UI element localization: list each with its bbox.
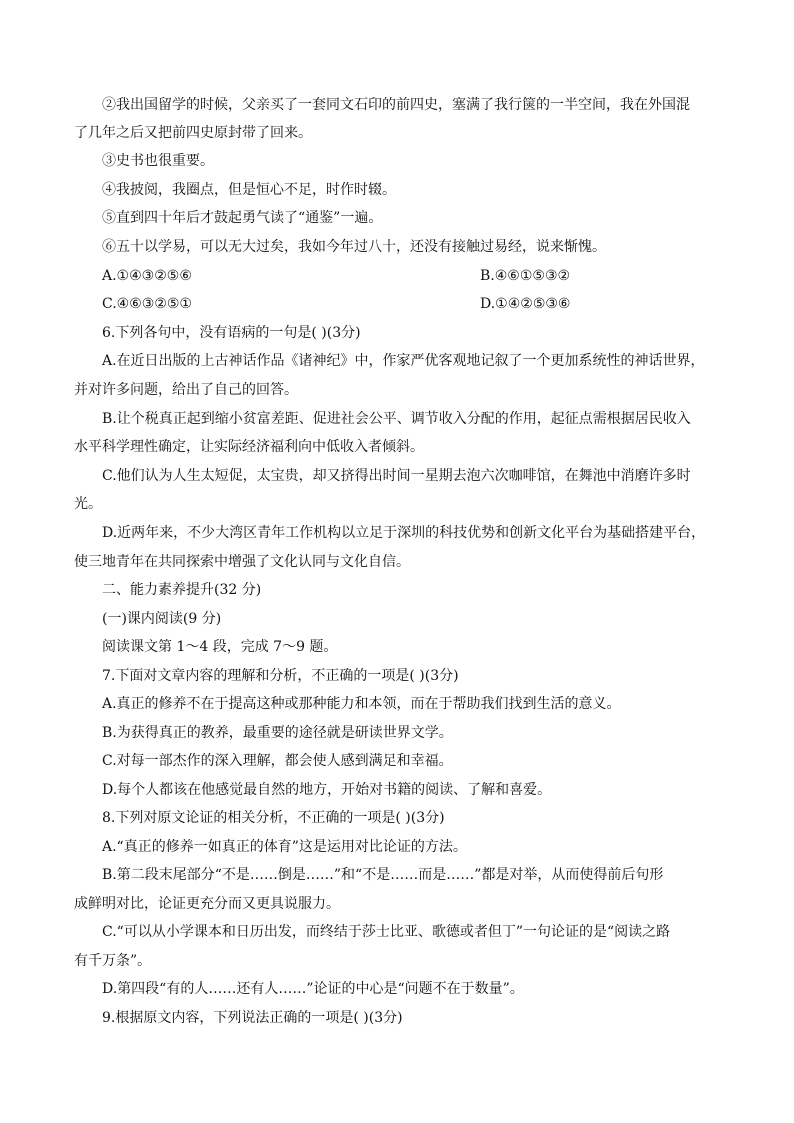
q7-option-c: C.对每一部杰作的深入理解，都会使人感到满足和幸福。 — [102, 753, 453, 769]
section-2-instruction: 阅读课文第 1～4 段，完成 7～9 题。 — [102, 639, 338, 655]
q8-stem: 8.下列对原文论证的相关分析，不正确的一项是( )(3分) — [102, 810, 445, 826]
paragraph-3: ③史书也很重要。 — [102, 153, 214, 169]
q6-option-c-line-1: C.他们认为人生太短促，太宝贵，却又挤得出时间一星期去泡六次咖啡馆，在舞池中消磨许多时 — [102, 468, 691, 484]
paragraph-2-line-2: 了几年之后又把前四史原封带了回来。 — [74, 125, 312, 141]
q8-option-b-line-2: 成鲜明对比，论证更充分而又更具说服力。 — [74, 896, 340, 912]
q8-option-b-line-1: B.第二段末尾部分“不是……倒是……”和“不是……而是……”都是对举，从而使得前后句形 — [102, 867, 664, 883]
q8-option-c-line-1: C.“可以从小学课本和日历出发，而终结于莎士比亚、歌德或者但丁”一句论证的是“阅读之路 — [102, 924, 671, 940]
q6-option-b-line-1: B.让个税真正起到缩小贫富差距、促进社会公平、调节收入分配的作用，起征点需根据居民收入 — [102, 411, 691, 427]
paragraph-2-line-1: ②我出国留学的时候，父亲买了一套同文石印的前四史，塞满了我行箧的一半空间，我在外国混 — [102, 97, 690, 113]
q6-option-c-line-2: 光。 — [74, 496, 102, 512]
q8-option-a: A.“真正的修养一如真正的体育”这是运用对比论证的方法。 — [102, 839, 467, 855]
q6-stem: 6.下列各句中，没有语病的一句是( )(3分) — [102, 325, 361, 341]
q5-option-d: D.①④②⑤③⑥ — [480, 296, 571, 312]
q7-stem: 7.下面对文章内容的理解和分析，不正确的一项是( )(3分) — [102, 668, 459, 684]
q7-option-b: B.为获得真正的教养，最重要的途径就是研读世界文学。 — [102, 725, 453, 741]
q6-option-a-line-1: A.在近日出版的上古神话作品《诸神纪》中，作家严优客观地记叙了一个更加系统性的神话世界， — [102, 353, 705, 369]
paragraph-5: ⑤直到四十年后才鼓起勇气读了“通鉴”一遍。 — [102, 210, 383, 226]
q8-option-d: D.第四段“有的人……还有人……”论证的中心是“问题不在于数量”。 — [102, 981, 524, 997]
paragraph-6: ⑥五十以学易，可以无大过矣，我如今年过八十，还没有接触过易经，说来惭愧。 — [102, 239, 606, 255]
q6-option-d-line-1: D.近两年来，不少大湾区青年工作机构以立足于深圳的科技优势和创新文化平台为基础搭建平台， — [102, 525, 706, 541]
section-2-subtitle: (一)课内阅读(9 分) — [102, 611, 222, 627]
q7-option-a: A.真正的修养不在于提高这种或那种能力和本领，而在于帮助我们找到生活的意义。 — [102, 696, 621, 712]
q9-stem: 9.根据原文内容，下列说法正确的一项是( )(3分) — [102, 1010, 403, 1026]
q7-option-d: D.每个人都该在他感觉最自然的地方，开始对书籍的阅读、了解和喜爱。 — [102, 782, 552, 798]
q6-option-a-line-2: 并对许多问题，给出了自己的回答。 — [74, 382, 298, 398]
paragraph-4: ④我披阅，我圈点，但是恒心不足，时作时辍。 — [102, 182, 396, 198]
q5-option-a: A.①④③②⑤⑥ — [102, 268, 192, 284]
q8-option-c-line-2: 有千万条”。 — [74, 953, 152, 969]
q6-option-d-line-2: 使三地青年在共同探索中增强了文化认同与文化自信。 — [74, 554, 410, 570]
q5-option-c: C.④⑥③②⑤① — [102, 296, 192, 312]
q5-option-b: B.④⑥①⑤③② — [480, 268, 571, 284]
section-2-title: 二、能力素养提升(32 分) — [102, 582, 262, 598]
q6-option-b-line-2: 水平科学理性确定，让实际经济福利向中低收入者倾斜。 — [74, 439, 424, 455]
